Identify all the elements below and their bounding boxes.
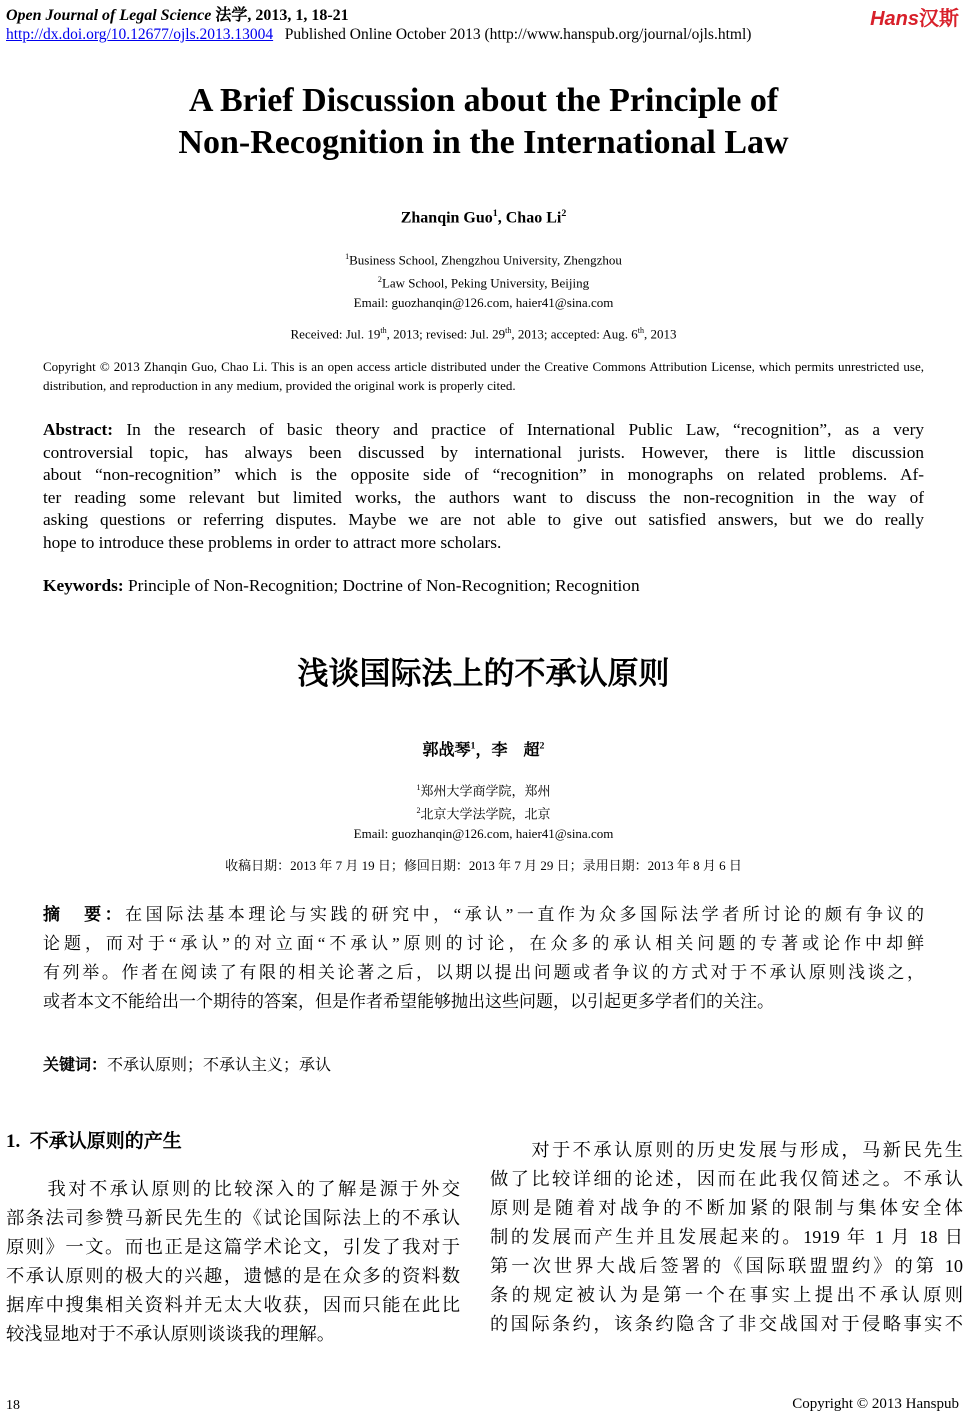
keywords-label: 关键词：: [43, 1057, 108, 1074]
received-dates: [0, 321, 967, 344]
keywords-en: [43, 576, 924, 596]
text-line: 据库中搜集相关资料并无太大收获，因而只能在此比: [6, 1295, 460, 1315]
paper-title: [0, 80, 967, 164]
aff-sup: 2: [377, 274, 382, 284]
author-name: Zhanqin Guo: [400, 209, 493, 227]
abstract-line: asking questions or referring disputes. Maybe we are not able to give out satisfied answers, but we do really: [43, 510, 924, 530]
abstract-line: 论题，而对于“承认”的对立面“不承认”原则的讨论，在众多的承认相关问题的专著或论作中却鲜: [43, 934, 924, 953]
d: th: [505, 326, 512, 335]
d: , 2013; revised: Jul. 29: [386, 326, 506, 342]
cn-affiliations: [0, 778, 967, 843]
keywords-label: Keywords:: [43, 576, 124, 595]
author-sup: 2: [561, 208, 567, 219]
text-line: 部条法司参赞马新民先生的《试论国际法上的不承认: [6, 1208, 460, 1228]
affiliations: [0, 247, 967, 312]
abstract-line: ter reading some relevant but limited works, the authors want to discuss the non-recognition in the way of: [43, 487, 924, 507]
journal-name: Open Journal of Legal Science: [6, 7, 212, 24]
aff-sup: 2: [416, 805, 421, 815]
aff-text: Business School, Zhengzhou University, Zhengzhou: [349, 252, 622, 268]
right-column-paragraph: [490, 1136, 963, 1339]
affiliation: [0, 778, 967, 801]
t: In the research of basic theory and practice of International Public Law, “recognition”, as a very: [113, 420, 924, 439]
abstract-line: controversial topic, has always been discussed by international jurists. However, there is little discussion: [43, 442, 924, 462]
abstract-line: [43, 419, 924, 442]
d: Received: Jul. 19: [290, 326, 381, 342]
text-line: 我对不承认原则的比较深入的了解是源于外交: [6, 1179, 460, 1199]
abstract-line: about “non-recognition” which is the opposite side of “recognition” in monographs on related problems. Af-: [43, 465, 924, 485]
author-sup: 2: [539, 740, 545, 752]
cn-authors: [0, 737, 967, 760]
aff-text: 郑州大学商学院，郑州: [420, 783, 551, 799]
d: , 2013: [644, 326, 677, 342]
section-heading: [6, 1126, 182, 1153]
aff-text: Law School, Peking University, Beijing: [381, 275, 590, 291]
text-line: 的国际条约，该条约隐含了非交战国对于侵略事实不: [490, 1314, 963, 1334]
aff-sup: 1: [416, 783, 421, 792]
author-name: 郭战琴: [422, 742, 471, 759]
text-line: 第一次世界大战后签署的《国际联盟盟约》的第 10: [490, 1256, 963, 1276]
logo-cn: 汉斯: [919, 8, 959, 30]
text-line: 不承认原则的极大的兴趣，遗憾的是在众多的资料数: [6, 1266, 460, 1286]
aff-sup: 1: [345, 252, 350, 261]
d: th: [380, 326, 387, 335]
logo-en: Hans: [870, 8, 919, 30]
page-number: 18: [6, 1398, 20, 1413]
text-line: 做了比较详细的论述，因而在此我仅简述之。不承认: [490, 1169, 963, 1189]
cn-title: 浅谈国际法上的不承认原则: [297, 656, 670, 692]
author-name: Chao Li: [505, 209, 562, 227]
section-title: 不承认原则的产生: [29, 1131, 182, 1152]
hanspub-logo: [870, 2, 959, 31]
abstract-line: 有列举。作者在阅读了有限的相关论著之后，以期以提出问题或者争议的方式对于不承认原则浅谈之，: [43, 963, 924, 982]
title-line: Non-Recognition in the International Law: [178, 124, 789, 161]
sep: ,: [497, 209, 506, 227]
journal-issue: 法学, 2013, 1, 18-21: [211, 7, 349, 24]
title-line: A Brief Discussion about the Principle of: [188, 82, 779, 119]
affiliation: [0, 247, 967, 270]
affiliation: [0, 801, 967, 824]
text-line: 制的发展而产生并且发展起来的。1919 年 1 月 18 日: [490, 1227, 963, 1247]
email: Email: guozhanqin@126.com, haier41@sina.com: [353, 825, 614, 841]
abstract-cn: [43, 900, 924, 1016]
affiliation: [0, 270, 967, 293]
sep: ，: [475, 742, 492, 759]
journal-header: [6, 2, 349, 25]
doi-link[interactable]: http://dx.doi.org/10.12677/ojls.2013.13004: [6, 26, 274, 43]
email: Email: guozhanqin@126.com, haier41@sina.com: [353, 294, 614, 310]
d: th: [637, 326, 644, 335]
keywords-text: 不承认原则；不承认主义；承认: [107, 1057, 332, 1074]
doi-line: [6, 26, 751, 44]
left-column-paragraph: [6, 1175, 460, 1349]
author-sup: 1: [470, 740, 476, 752]
t: 在国际法基本理论与实践的研究中，“承认”一直作为众多国际法学者所讨论的颇有争议的: [125, 905, 925, 924]
text-line: 原则》一文。而也正是这篇学术论文，引发了我对于: [6, 1237, 460, 1257]
abstract-label: Abstract:: [43, 420, 114, 439]
author-name: 李 超: [491, 742, 540, 759]
published-info: Published Online October 2013 (http://www.hanspub.org/journal/ojls.html): [284, 26, 752, 43]
cn-dates: 收稿日期：2013 年 7 月 19 日；修回日期：2013 年 7 月 29 日；录用日期：2013 年 8 月 6 日: [225, 858, 742, 873]
aff-text: 北京大学法学院，北京: [420, 806, 551, 822]
author-sup: 1: [492, 208, 498, 219]
section-number: 1.: [6, 1131, 21, 1152]
abstract-line: [43, 900, 924, 929]
abstract-line: 或者本文不能给出一个期待的答案，但是作者希望能够抛出这些问题，以引起更多学者们的关注。: [43, 992, 774, 1011]
copyright-notice: Copyright © 2013 Zhanqin Guo, Chao Li. This is an open access article distributed under the Creative Commons Attribution License, which permits unrestricted use, distribution, and reproduction in any medium, provided the original work is properly cited.: [43, 359, 924, 393]
abstract-en: [43, 419, 924, 555]
text-line: 条的规定被认为是第一个在事实上提出不承认原则: [490, 1285, 963, 1305]
abstract-label: 摘 要：: [43, 905, 126, 924]
abstract-line: hope to introduce these problems in order to attract more scholars.: [43, 532, 502, 552]
footer-copyright: Copyright © 2013 Hanspub: [792, 1396, 959, 1412]
text-line: 原则是随着对战争的不断加紧的限制与集体安全体: [490, 1198, 963, 1218]
authors: [0, 208, 967, 227]
keywords-text: Principle of Non-Recognition; Doctrine of Non-Recognition; Recognition: [123, 576, 640, 595]
keywords-cn: [43, 1052, 924, 1075]
d: , 2013; accepted: Aug. 6: [511, 326, 638, 342]
text-line: 对于不承认原则的历史发展与形成，马新民先生: [490, 1140, 963, 1160]
text-line: 较浅显地对于不承认原则谈谈我的理解。: [6, 1324, 336, 1344]
